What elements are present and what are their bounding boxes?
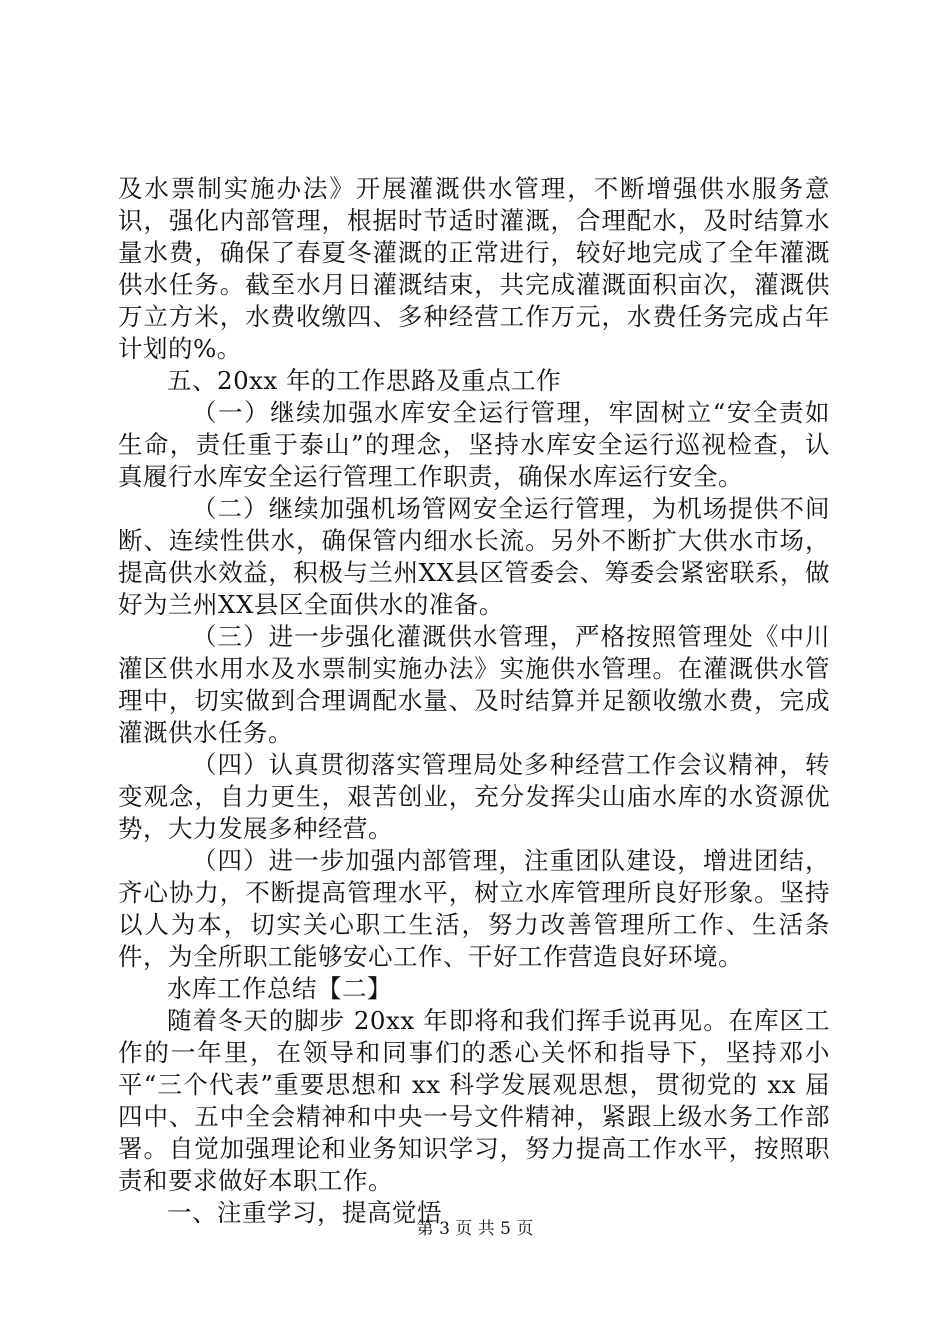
- paragraph-item-1: （一）继续加强水库安全运行管理，牢固树立“安全责如生命，责任重于泰山”的理念，坚持水库安全运行巡视检查，认真履行水库安全运行管理工作职责，确保水库运行安全。: [118, 398, 830, 491]
- paragraph-item-3: （三）进一步强化灌溉供水管理，严格按照管理处《中川灌区供水用水及水票制实施办法》实施供水管理。在灌溉供水管理中，切实做到合理调配水量、及时结算并足额收缴水费，完成灌溉供水任务。: [118, 622, 830, 747]
- paragraph-item-2: （二）继续加强机场管网安全运行管理，为机场提供不间断、连续性供水，确保管内细水长流。另外不断扩大供水市场，提高供水效益，积极与兰州XX县区管委会、筹委会紧密联系，做好为兰州XX县区全面供水的准备。: [118, 494, 830, 619]
- section-title-two: 水库工作总结【二】: [167, 974, 392, 1003]
- section-heading-5: 五、20xx 年的工作思路及重点工作: [167, 366, 562, 395]
- paragraph-1: 及水票制实施办法》开展灌溉供水管理，不断增强供水服务意识，强化内部管理，根据时节适时灌溉，合理配水，及时结算水量水费，确保了春夏冬灌溉的正常进行，较好地完成了全年灌溉供水任务。截至水月日灌溉结束，共完成灌溉面积亩次，灌溉供万立方米，水费收缴四、多种经营工作万元，水费任务完成占年计划的%。: [118, 174, 830, 363]
- section-heading-1: 一、注重学习，提高觉悟: [167, 1198, 442, 1227]
- paragraph-item-4: （四）认真贯彻落实管理局处多种经营工作会议精神，转变观念，自力更生，艰苦创业，充分发挥尖山庙水库的水资源优势，大力发展多种经营。: [118, 750, 830, 843]
- paragraph-intro: 随着冬天的脚步 20xx 年即将和我们挥手说再见。在库区工作的一年里，在领导和同事们的悉心关怀和指导下，坚持邓小平“三个代表”重要思想和 xx 科学发展观思想，贯彻党的 xx 届四中、五中全会精神和中央一号文件精神，紧跟上级水务工作部署。自觉加强理论和业务知识学习，努力提高工作水平，按照职责和要求做好本职工作。: [118, 1006, 830, 1195]
- paragraph-item-5: （四）进一步加强内部管理，注重团队建设，增进团结，齐心协力，不断提高管理水平，树立水库管理所良好形象。坚持以人为本，切实关心职工生活，努力改善管理所工作、生活条件，为全所职工能够安心工作、干好工作营造良好环境。: [118, 846, 830, 971]
- document-body: [118, 173, 830, 1229]
- page-footer: 第 3 页 共 5 页: [416, 1219, 534, 1239]
